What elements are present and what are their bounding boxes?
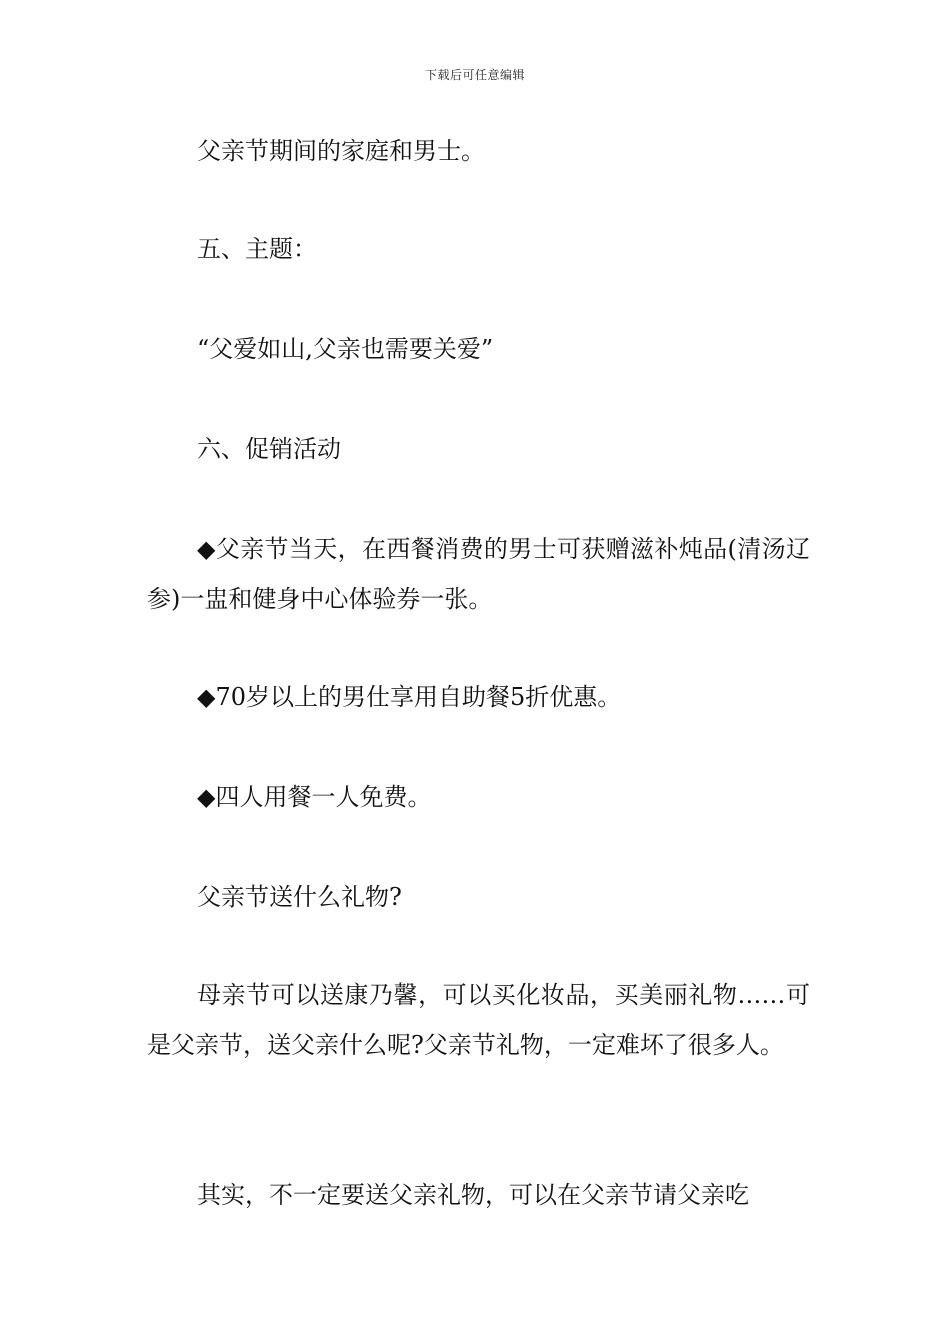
promotion-item: ◆父亲节当天，在西餐消费的男士可获赠滋补炖品(清汤辽参)一盅和健身中心体验券一张。 (147, 535, 810, 613)
theme-slogan: “父爱如山,父亲也需要关爱” (197, 335, 494, 363)
paragraph-gift-discussion: 母亲节可以送康乃馨，可以买化妆品，买美丽礼物……可是父亲节，送父亲什么呢?父亲节礼物，一定难坏了很多人。 (147, 981, 810, 1059)
subheading-gift-question: 父亲节送什么礼物? (197, 883, 402, 911)
section-heading-theme: 五、主题： (197, 235, 317, 263)
paragraph-gift-suggestion: 其实，不一定要送父亲礼物，可以在父亲节请父亲吃 (197, 1181, 749, 1209)
paragraph-target-audience: 父亲节期间的家庭和男士。 (197, 137, 485, 165)
page-header: 下载后可任意编辑 (424, 68, 525, 82)
section-heading-promotions: 六、促销活动 (197, 435, 341, 463)
promotion-item: ◆四人用餐一人免费。 (197, 783, 432, 811)
promotion-item: ◆70岁以上的男仕享用自助餐5折优惠。 (197, 683, 622, 711)
